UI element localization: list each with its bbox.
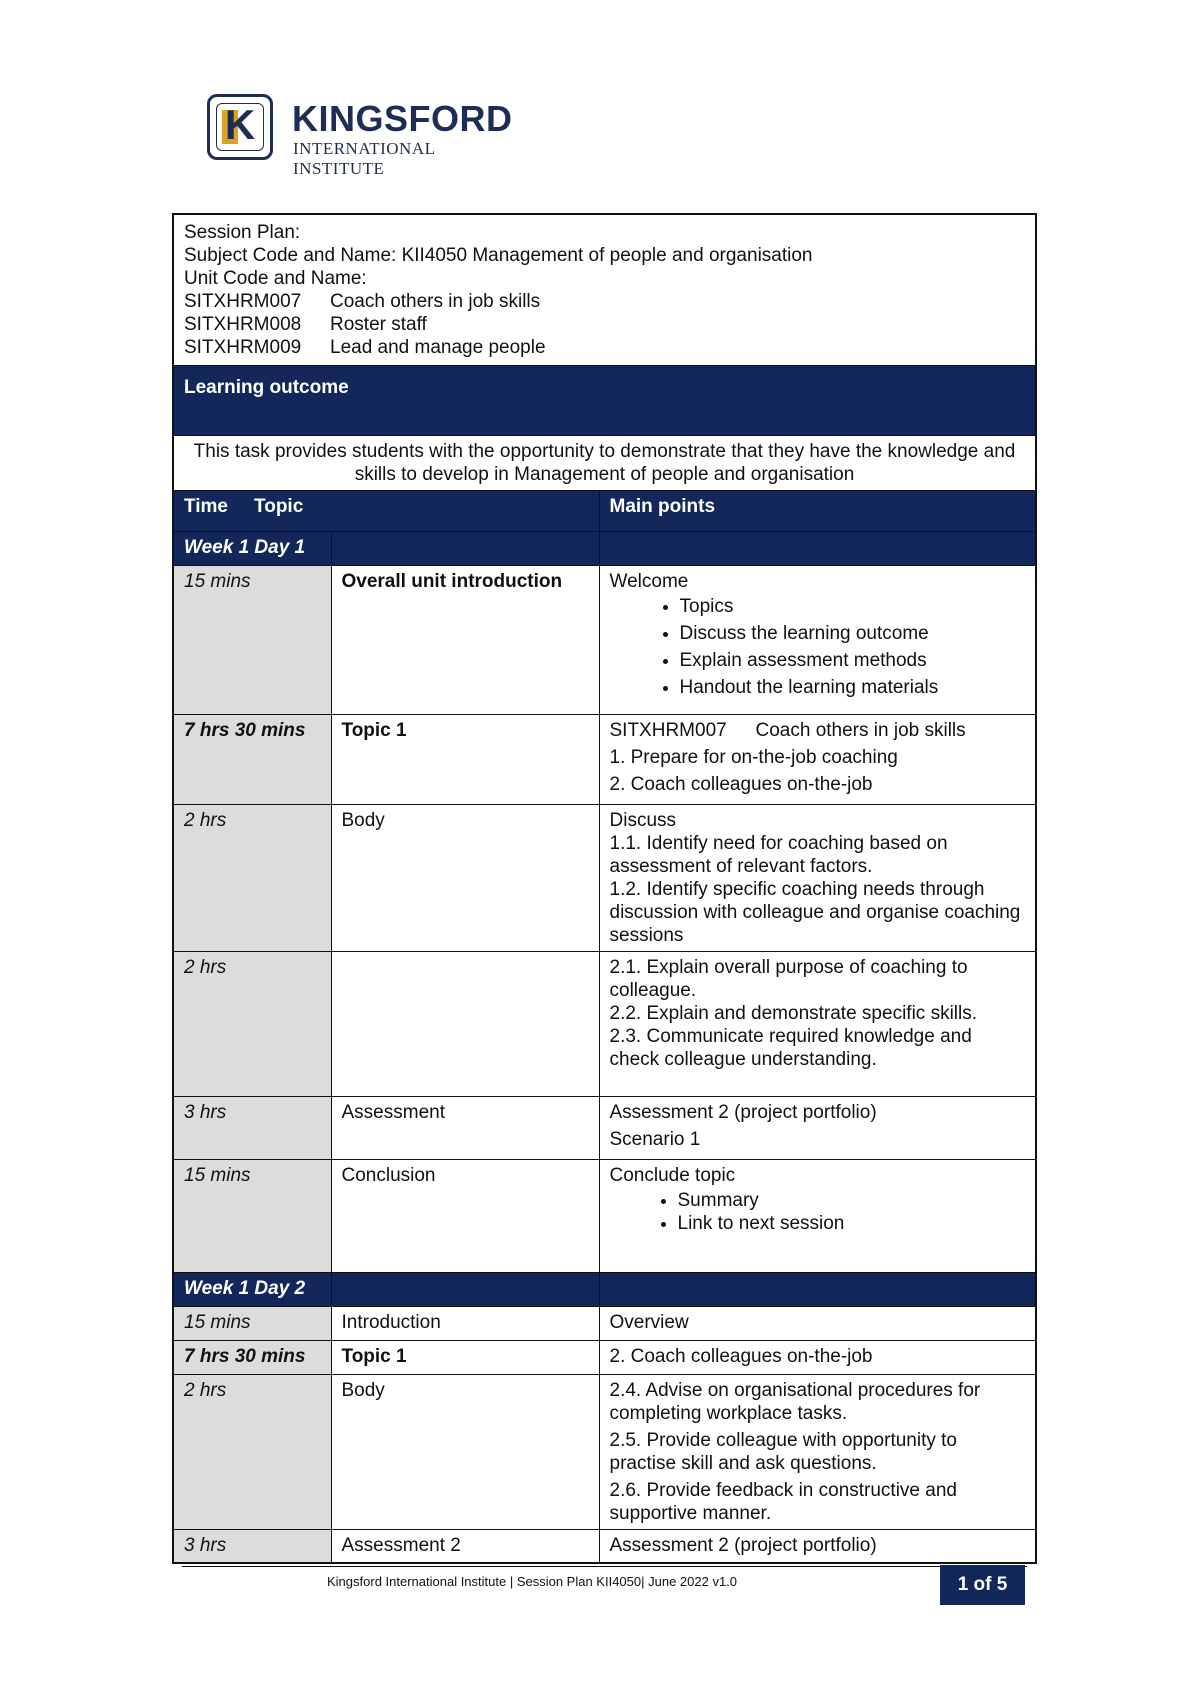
topic-cell: Introduction <box>331 1307 599 1341</box>
time-cell: 3 hrs <box>173 1530 331 1564</box>
logo-emblem: K <box>207 94 273 160</box>
table-row <box>173 566 1036 715</box>
week-row <box>173 532 1036 566</box>
main-points-cell: 2.4. Advise on organisational procedures for completing workplace tasks. 2.5. Provide colleague with opportunity to practise skill and ask questions. 2.6. Provide feedback in constructive and supportive manner. <box>599 1375 1036 1530</box>
list-item: • Summary <box>678 1189 1026 1212</box>
topic-cell: Overall unit introduction <box>331 566 599 715</box>
plan-header <box>173 214 1036 366</box>
time-cell: 15 mins <box>173 566 331 715</box>
table-row <box>173 805 1036 952</box>
time-cell: 2 hrs <box>173 805 331 952</box>
page-number-badge: 1 of 5 <box>940 1565 1025 1605</box>
table-row <box>173 1097 1036 1160</box>
topic-cell: Assessment 2 <box>331 1530 599 1564</box>
topic-cell: Topic 1 <box>331 715 599 805</box>
unit-line: SITXHRM009 Lead and manage people <box>184 337 546 358</box>
topic-cell: Body <box>331 1375 599 1530</box>
time-cell: 2 hrs <box>173 952 331 1097</box>
time-cell: 7 hrs 30 mins <box>173 715 331 805</box>
main-points-cell: Assessment 2 (project portfolio) Scenario 1 <box>599 1097 1036 1160</box>
week-label: Week 1 Day 1 <box>173 532 331 566</box>
column-header-row <box>173 491 1036 532</box>
table-row <box>173 715 1036 805</box>
week-row <box>173 1273 1036 1307</box>
topic-column-header: Topic <box>254 496 304 517</box>
brand-subtitle: INTERNATIONAL INSTITUTE <box>293 139 435 178</box>
list-item: • Handout the learning materials <box>680 676 1026 699</box>
list-item: • Topics <box>680 595 1026 618</box>
time-cell: 15 mins <box>173 1307 331 1341</box>
unit-line: SITXHRM008 Roster staff <box>184 314 427 335</box>
session-plan-label: Session Plan: <box>184 222 301 243</box>
main-points-cell: Assessment 2 (project portfolio) <box>599 1530 1036 1564</box>
topic-cell: Topic 1 <box>331 1341 599 1375</box>
session-plan-table <box>172 213 1037 1564</box>
time-cell: 2 hrs <box>173 1375 331 1530</box>
list-item: • Explain assessment methods <box>680 649 1026 672</box>
time-cell: 15 mins <box>173 1160 331 1273</box>
table-row <box>173 1530 1036 1564</box>
list-item: • Discuss the learning outcome <box>680 622 1026 645</box>
main-points-cell: Welcome • Topics • Discuss the learning outcome • Explain assessment methods • Handout the learning materials <box>599 566 1036 715</box>
main-points-cell: 2.1. Explain overall purpose of coaching to colleague. 2.2. Explain and demonstrate specific skills. 2.3. Communicate required knowledge and check colleague understanding. <box>599 952 1036 1097</box>
topic-cell: Assessment <box>331 1097 599 1160</box>
time-column-header: Time <box>184 496 229 517</box>
table-row <box>173 1341 1036 1375</box>
table-row <box>173 1160 1036 1273</box>
unit-label: Unit Code and Name: <box>184 268 367 289</box>
topic-cell <box>331 952 599 1097</box>
topic-cell: Body <box>331 805 599 952</box>
table-row <box>173 1375 1036 1530</box>
learning-outcome-description: This task provides students with the opportunity to demonstrate that they have the knowledge and skills to develop in Management of people and organisation <box>173 436 1036 491</box>
plan-header-row <box>173 214 1036 366</box>
main-points-cell: Discuss 1.1. Identify need for coaching based on assessment of relevant factors. 1.2. Identify specific coaching needs through discussion with colleague and organise coaching sessions <box>599 805 1036 952</box>
main-points-cell: SITXHRM007 Coach others in job skills 1. Prepare for on-the-job coaching 2. Coach colleagues on-the-job <box>599 715 1036 805</box>
subject-line: Subject Code and Name: KII4050 Management of people and organisation <box>184 245 813 266</box>
institute-logo <box>207 94 527 178</box>
main-points-cell: Conclude topic • Summary • Link to next session <box>599 1160 1036 1273</box>
learning-outcome-heading: Learning outcome <box>173 366 1036 436</box>
footer-text: Kingsford International Institute | Session Plan KII4050| June 2022 v1.0 <box>327 1574 738 1589</box>
main-points-cell: Overview <box>599 1307 1036 1341</box>
brand-title: KINGSFORD <box>292 98 513 139</box>
time-cell: 3 hrs <box>173 1097 331 1160</box>
footer-divider <box>182 1566 1027 1567</box>
time-cell: 7 hrs 30 mins <box>173 1341 331 1375</box>
table-row <box>173 952 1036 1097</box>
week-label: Week 1 Day 2 <box>173 1273 331 1307</box>
topic-cell: Conclusion <box>331 1160 599 1273</box>
main-points-cell: 2. Coach colleagues on-the-job <box>599 1341 1036 1375</box>
unit-line: SITXHRM007 Coach others in job skills <box>184 291 541 312</box>
time-topic-header <box>173 491 599 532</box>
table-row <box>173 1307 1036 1341</box>
main-points-header: Main points <box>599 491 1036 532</box>
list-item: • Link to next session <box>678 1212 1026 1235</box>
